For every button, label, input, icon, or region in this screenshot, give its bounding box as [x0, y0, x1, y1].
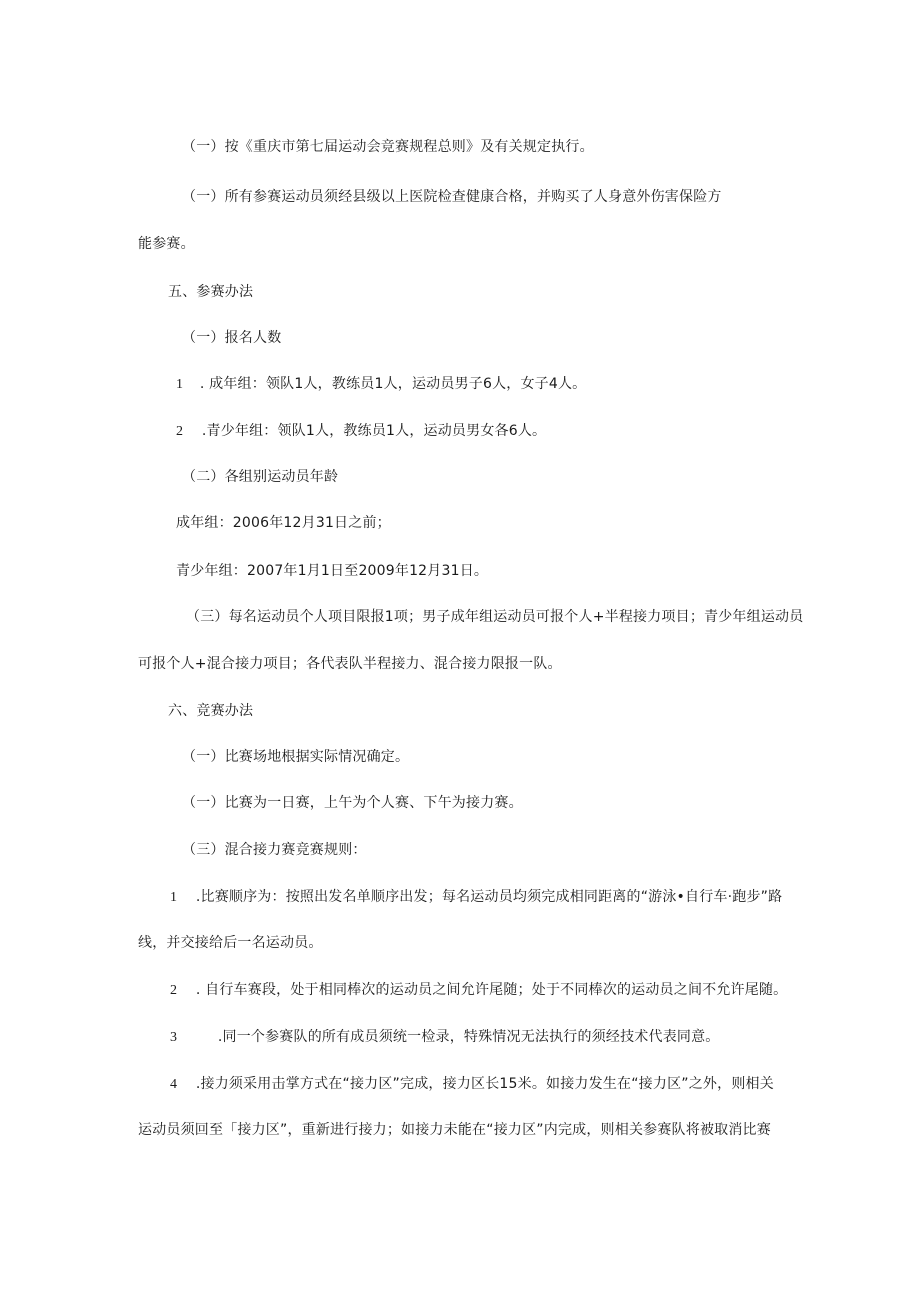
paragraph-health-insurance: （一）所有参赛运动员须经县级以上医院检查健康合格，并购买了人身意外伤害保险方 — [182, 189, 722, 205]
list-number: 4 — [170, 1077, 178, 1092]
paragraph-venue: （一）比赛场地根据实际情况确定。 — [182, 749, 410, 765]
subheading-relay-rules: （三）混合接力赛竞赛规则： — [182, 842, 367, 858]
list-item-start-order-cont: 线，并交接给后一名运动员。 — [138, 935, 323, 951]
list-number: 1 — [170, 890, 178, 905]
list-number: 3 — [170, 1030, 178, 1045]
list-item-youth-group: 2 .青少年组：领队1人，教练员1人，运动员男女各6人。 — [176, 421, 546, 442]
list-item-bike-drafting: 2 . 自行车赛段，处于相同棒次的运动员之间允许尾随；处于不同棒次的运动员之间不允许尾随。 — [170, 980, 787, 1001]
list-number: 1 — [176, 377, 184, 392]
list-item-handoff-cont: 运动员须回至「接力区”，重新进行接力；如接力未能在“接力区”内完成，则相关参赛队将被取消比赛 — [138, 1122, 771, 1138]
section-heading-6: 六、竞赛办法 — [168, 703, 254, 719]
paragraph-event-limits: （三）每名运动员个人项目限报1项；男子成年组运动员可报个人+半程接力项目；青少年组运动员 — [186, 609, 804, 625]
paragraph-health-insurance-cont: 能参赛。 — [138, 236, 195, 252]
list-item-adult-group: 1 . 成年组：领队1人，教练员1人，运动员男子6人，女子4人。 — [176, 374, 586, 395]
paragraph-rules-reference: （一）按《重庆市第七届运动会竞赛规程总则》及有关规定执行。 — [182, 139, 594, 155]
list-item-checkin: 3 .同一个参赛队的所有成员须统一检录，特殊情况无法执行的须经技术代表同意。 — [170, 1027, 720, 1048]
section-heading-5: 五、参赛办法 — [168, 284, 254, 300]
subheading-registration-count: （一）报名人数 — [182, 330, 282, 346]
paragraph-adult-age: 成年组：2006年12月31日之前； — [176, 515, 391, 531]
list-number: 2 — [176, 424, 184, 439]
subheading-age-requirements: （二）各组别运动员年龄 — [182, 469, 339, 485]
list-item-handoff: 4 .接力须采用击掌方式在“接力区”完成，接力区长15米。如接力发生在“接力区”之外，则相关 — [170, 1074, 774, 1095]
paragraph-youth-age: 青少年组：2007年1月1日至2009年12月31日。 — [176, 563, 489, 579]
paragraph-event-limits-cont: 可报个人+混合接力项目；各代表队半程接力、混合接力限报一队。 — [138, 656, 562, 672]
paragraph-schedule: （一）比赛为一日赛，上午为个人赛、下午为接力赛。 — [182, 795, 523, 811]
list-number: 2 — [170, 983, 178, 998]
list-item-start-order: 1 .比赛顺序为：按照出发名单顺序出发；每名运动员均须完成相同距离的“游泳•自行车·跑步”路 — [170, 887, 782, 908]
